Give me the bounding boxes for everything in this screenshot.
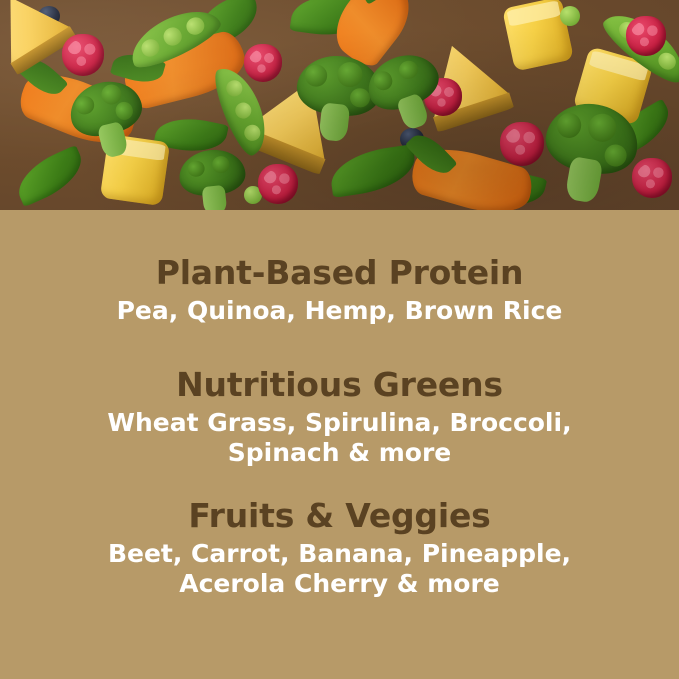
pineapple-wedge-icon bbox=[239, 65, 350, 175]
pea-pod-icon bbox=[208, 61, 276, 160]
benefit-heading: Nutritious Greens bbox=[176, 365, 503, 404]
benefit-heading: Plant-Based Protein bbox=[155, 253, 524, 292]
spinach-leaf-icon bbox=[191, 0, 264, 49]
benefit-subtext: Pea, Quinoa, Hemp, Brown Rice bbox=[116, 295, 563, 325]
benefit-subtext: Beet, Carrot, Banana, Pineapple, Acerola Cherry & more bbox=[107, 538, 572, 599]
ingredients-photo-band bbox=[0, 0, 679, 210]
banana-chunk-icon bbox=[572, 46, 653, 126]
pea-icon bbox=[516, 140, 538, 162]
benefit-block-nutritious-greens bbox=[0, 367, 679, 469]
pineapple-wedge-icon bbox=[414, 34, 514, 133]
pea-icon bbox=[560, 6, 580, 26]
raspberry-icon bbox=[500, 122, 544, 166]
broccoli-icon bbox=[292, 52, 384, 142]
broccoli-icon bbox=[64, 74, 151, 161]
pineapple-wedge-icon bbox=[0, 0, 77, 75]
broccoli-icon bbox=[537, 97, 644, 206]
spinach-leaf-icon bbox=[327, 144, 418, 198]
raspberry-icon bbox=[626, 16, 666, 56]
broccoli-icon bbox=[360, 46, 452, 136]
pea-pod-icon bbox=[597, 2, 679, 89]
benefits-text-panel bbox=[0, 210, 679, 679]
blueberry-icon bbox=[118, 180, 136, 197]
pea-icon bbox=[584, 124, 602, 142]
banana-chunk-icon bbox=[100, 134, 170, 206]
spinach-leaf-icon bbox=[10, 145, 90, 207]
spinach-leaf-icon bbox=[467, 162, 548, 210]
spinach-leaf-icon bbox=[153, 111, 229, 159]
banana-chunk-icon bbox=[502, 0, 574, 72]
benefit-block-fruits-and-veggies bbox=[0, 498, 679, 600]
benefit-block-plant-based-protein bbox=[0, 255, 679, 326]
spinach-leaf-icon bbox=[608, 99, 678, 158]
raspberry-icon bbox=[244, 44, 282, 82]
raspberry-icon bbox=[424, 78, 462, 116]
carrot-icon bbox=[407, 139, 537, 210]
blueberry-icon bbox=[203, 68, 223, 87]
pea-icon bbox=[244, 186, 262, 204]
raspberry-icon bbox=[258, 164, 298, 204]
broccoli-icon bbox=[177, 147, 249, 210]
spinach-leaf-icon bbox=[289, 0, 372, 41]
blueberry-icon bbox=[38, 6, 60, 26]
benefit-subtext: Wheat Grass, Spirulina, Broccoli, Spinach & more bbox=[107, 407, 572, 468]
benefit-heading: Fruits & Veggies bbox=[188, 496, 491, 535]
carrot-icon bbox=[119, 28, 251, 112]
raspberry-icon bbox=[632, 158, 672, 198]
blueberry-icon bbox=[400, 128, 424, 150]
raspberry-icon bbox=[62, 34, 104, 76]
pea-pod-icon bbox=[123, 0, 226, 75]
carrot-icon bbox=[323, 0, 423, 72]
carrot-icon bbox=[14, 62, 142, 156]
